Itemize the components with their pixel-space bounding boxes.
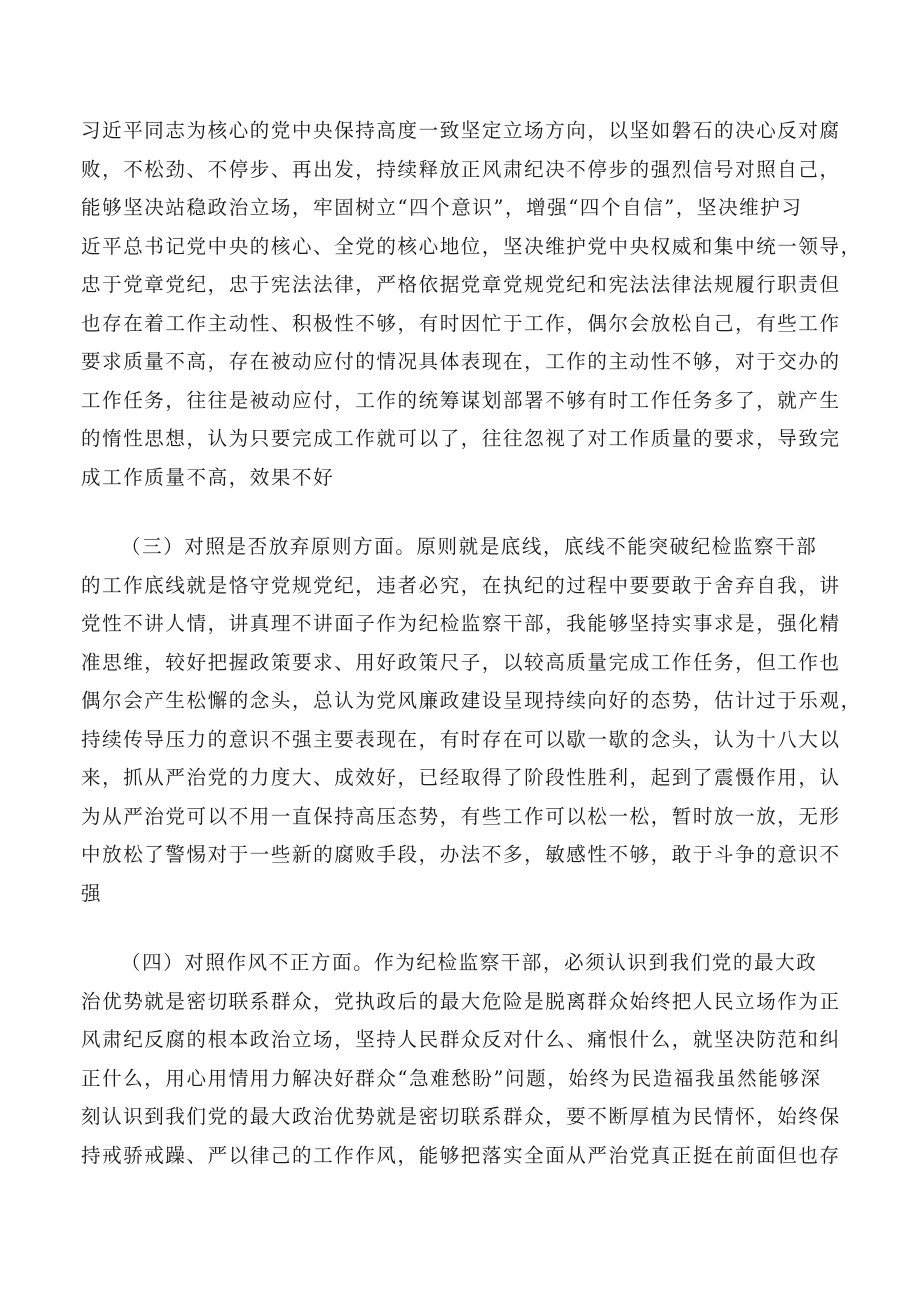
paragraph-section-four <box>81 944 861 1175</box>
text-line: 为从严治党可以不用一直保持高压态势，有些工作可以松一松，暂时放一放，无形 <box>81 804 841 828</box>
text-line: 强 <box>81 881 103 905</box>
text-line: 中放松了警惕对于一些新的腐败手段，办法不多，敏感性不够，敢于斗争的意识不 <box>81 843 841 866</box>
text-line: 工作任务，往往是被动应付，工作的统筹谋划部署不够有时工作任务多了，就产生 <box>81 388 841 412</box>
text-line: 也存在着工作主动性、积极性不够，有时因忙于工作，偶尔会放松自己，有些工作 <box>81 311 841 335</box>
text-line: 刻认识到我们党的最大政治优势就是密切联系群众，要不断厚植为民情怀，始终保 <box>81 1105 841 1128</box>
text-line: 的工作底线就是恪守党规党纪，违者必究，在执纪的过程中要要敢于舍弃自我，讲 <box>81 573 841 597</box>
text-line: 偶尔会产生松懈的念头，总认为党风廉政建设呈现持续向好的态势，估计过于乐观， <box>81 689 862 712</box>
text-line: （三）对照是否放弃原则方面。原则就是底线，底线不能突破纪检监察干部 <box>121 535 818 558</box>
text-line: 治优势就是密切联系群众，党执政后的最大危险是脱离群众始终把人民立场作为正 <box>81 989 841 1013</box>
paragraph-section-three <box>81 528 861 913</box>
text-line: 持戒骄戒躁、严以律己的工作作风，能够把落实全面从严治党真正挺在前面但也存 <box>81 1143 841 1167</box>
text-line: 败，不松劲、不停步、再出发，持续释放正风肃纪决不停步的强烈信号对照自己， <box>81 157 841 181</box>
text-line: 忠于党章党纪，忠于宪法法律，严格依据党章党规党纪和宪法法律法规履行职责但 <box>81 273 841 296</box>
text-line: 风肃纪反腐的根本政治立场，坚持人民群众反对什么、痛恨什么，就坚决防范和纠 <box>81 1028 841 1051</box>
text-line: 持续传导压力的意识不强主要表现在，有时存在可以歇一歇的念头，认为十八大以 <box>81 727 841 751</box>
text-line: 的惰性思想，认为只要完成工作就可以了，往往忽视了对工作质量的要求，导致完 <box>81 427 841 450</box>
text-line: 准思维，较好把握政策要求、用好政策尺子，以较高质量完成工作任务，但工作也 <box>81 650 841 674</box>
text-line: 成工作质量不高，效果不好 <box>81 465 335 489</box>
text-line: 能够坚决站稳政治立场，牢固树立“四个意识”，增强“四个自信”，坚决维护习 <box>81 196 803 219</box>
text-line: 党性不讲人情，讲真理不讲面子作为纪检监察干部，我能够坚持实事求是，强化精 <box>81 612 841 635</box>
text-line: 近平总书记党中央的核心、全党的核心地位，坚决维护党中央权威和集中统一领导， <box>81 234 862 258</box>
text-line: 正什么，用心用情用力解决好群众“急难愁盼”问题，始终为民造福我虽然能够深 <box>81 1066 822 1090</box>
text-line: 来，抓从严治党的力度大、成效好，已经取得了阶段性胜利，起到了震慑作用，认 <box>81 766 841 789</box>
paragraph-continued <box>81 112 861 497</box>
text-line: （四）对照作风不正方面。作为纪检监察干部，必须认识到我们党的最大政 <box>121 951 818 974</box>
text-line: 要求质量不高，存在被动应付的情况具体表现在，工作的主动性不够，对于交办的 <box>81 350 841 373</box>
text-line: 习近平同志为核心的党中央保持高度一致坚定立场方向，以坚如磐石的决心反对腐 <box>81 119 841 142</box>
